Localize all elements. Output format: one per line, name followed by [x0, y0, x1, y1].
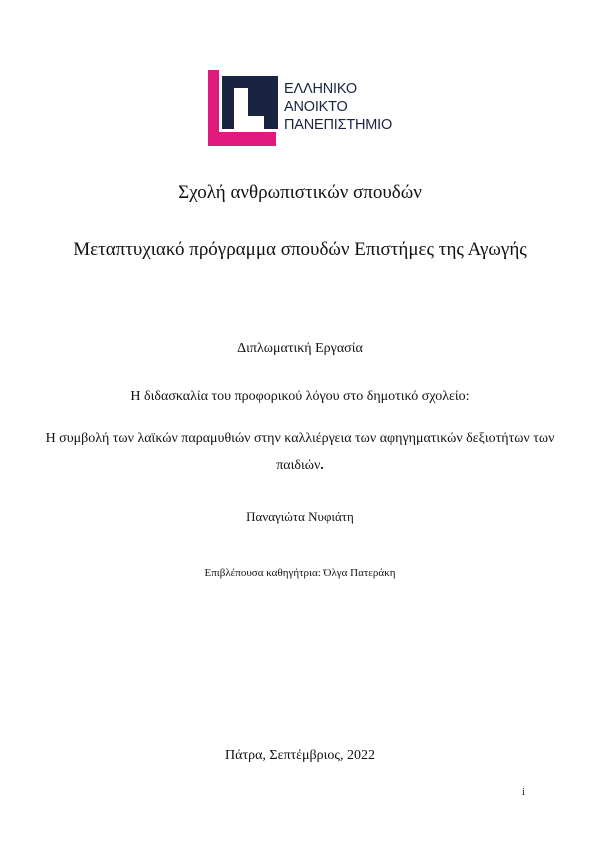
page-number: i	[522, 787, 525, 798]
thesis-type: Διπλωματική Εργασία	[237, 341, 363, 356]
logo-mark-icon	[208, 70, 280, 146]
thesis-title-line-2	[40, 425, 560, 479]
logo-wordmark	[284, 80, 392, 134]
thesis-title-line-2-text: Η συμβολή των λαϊκών παραμυθιών στην καλλιέργεια των αφηγηματικών δεξιοτήτων των παιδιών	[45, 431, 555, 473]
logo-line-1: ΕΛΛΗΝΙΚΟ	[284, 81, 357, 97]
logo-line-3: ΠΑΝΕΠΙΣΤΗΜΙΟ	[284, 117, 393, 133]
program-name: Μεταπτυχιακό πρόγραμμα σπουδών Επιστήμες της Αγωγής	[73, 239, 527, 260]
thesis-title-end-mark: .	[320, 458, 324, 473]
place-date: Πάτρα, Σεπτέμβριος, 2022	[225, 748, 375, 763]
school-name: Σχολή ανθρωπιστικών σπουδών	[178, 182, 422, 203]
author-name: Παναγιώτα Νυφιάτη	[246, 509, 354, 524]
thesis-title-line-1: Η διδασκαλία του προφορικού λόγου στο δημοτικό σχολείο:	[130, 389, 470, 404]
logo-line-2: ΑΝΟΙΚΤΟ	[284, 99, 348, 115]
university-logo	[208, 70, 398, 146]
supervisor: Επιβλέπουσα καθηγήτρια: Όλγα Πατεράκη	[204, 567, 396, 579]
